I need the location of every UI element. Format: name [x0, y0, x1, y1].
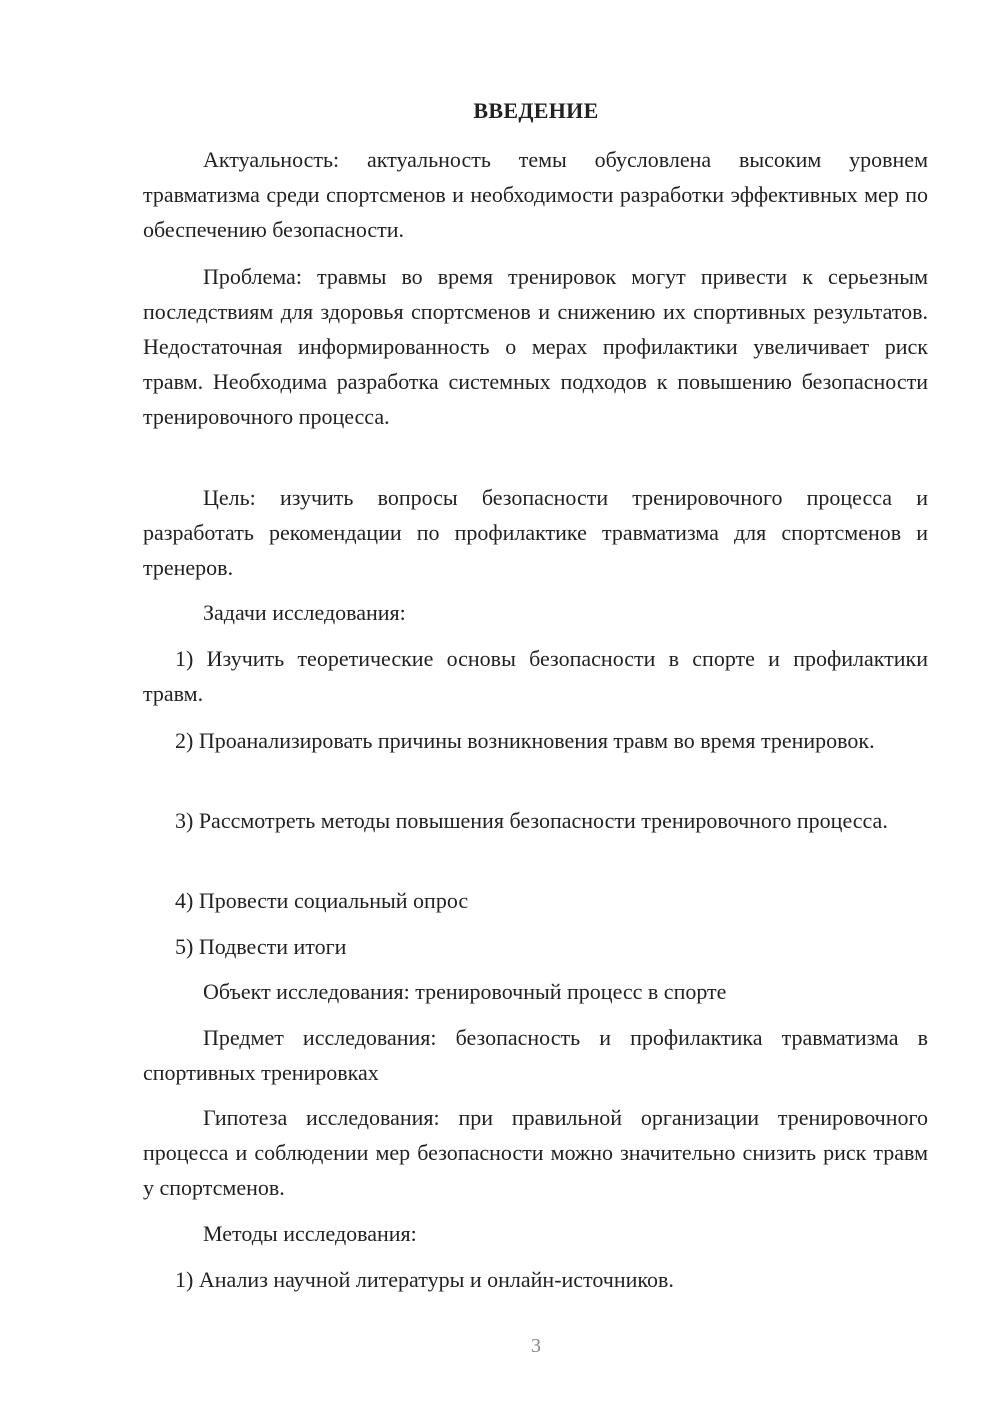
paragraph-text: Цель: изучить вопросы безопасности тренировочного процесса и разработать рекомендации по профилактике травматизма для спортсменов и тренеров. [143, 485, 928, 580]
paragraph-text: Гипотеза исследования: при правильной организации тренировочного процесса и соблюдении мер безопасности можно значительно снизить риск травм у спортсменов. [143, 1105, 928, 1200]
paragraph-text: Объект исследования: тренировочный процесс в спорте [203, 979, 727, 1004]
list-item: 1) Изучить теоретические основы безопасности в спорте и профилактики травм. [143, 646, 928, 706]
task-item-3 [143, 803, 928, 838]
subject-paragraph [143, 1020, 928, 1090]
paragraph-text: Проблема: травмы во время тренировок могут привести к серьезным последствиям для здоровья спортсменов и снижению их спортивных результатов. Недостаточная информированность о мерах профилактики увеличивает риск травм. Необходима разработка системных подходов к повышению безопасности тренировочного процесса. [143, 264, 928, 429]
section-heading: ВВЕДЕНИЕ [473, 98, 599, 123]
paragraph-text: Предмет исследования: безопасность и профилактика травматизма в спортивных тренировках [143, 1025, 928, 1085]
list-item: 1) Анализ научной литературы и онлайн-источников. [175, 1267, 674, 1292]
tasks-heading [143, 595, 928, 630]
problem-paragraph [143, 259, 928, 434]
list-item: 2) Проанализировать причины возникновения травм во время тренировок. [175, 728, 875, 753]
methods-heading [143, 1216, 928, 1251]
list-item: 4) Провести социальный опрос [175, 888, 469, 913]
task-item-1 [143, 641, 928, 711]
goal-paragraph [143, 480, 928, 585]
list-item: 5) Подвести итоги [175, 934, 347, 959]
task-item-2 [143, 723, 928, 758]
task-item-5 [143, 929, 928, 964]
method-item-1 [143, 1262, 928, 1297]
task-item-4 [143, 883, 928, 918]
object-paragraph [143, 974, 928, 1009]
paragraph-text: Методы исследования: [203, 1221, 417, 1246]
hypothesis-paragraph [143, 1100, 928, 1205]
relevance-paragraph [143, 142, 928, 247]
list-item: 3) Рассмотреть методы повышения безопасности тренировочного процесса. [175, 808, 888, 833]
paragraph-text: Актуальность: актуальность темы обусловлена высоким уровнем травматизма среди спортсменов и необходимости разработки эффективных мер по обеспечению безопасности. [143, 147, 928, 242]
page-number: 3 [531, 1335, 541, 1357]
paragraph-text: Задачи исследования: [203, 600, 406, 625]
